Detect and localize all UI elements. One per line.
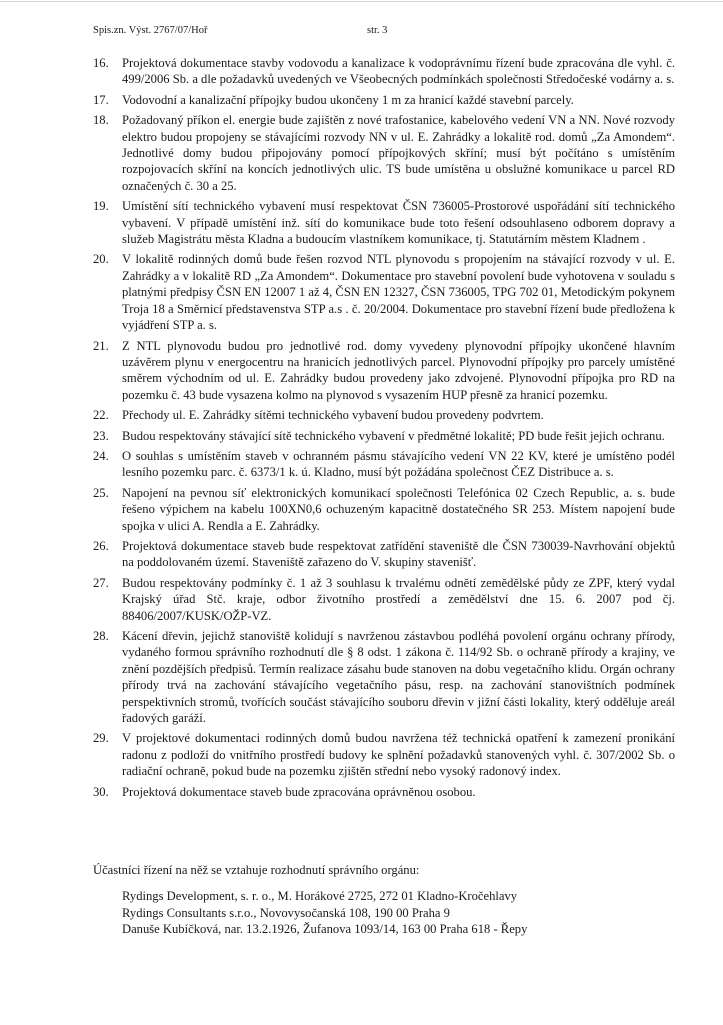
page-number: str. 3 [367,25,388,36]
condition-item [93,198,675,247]
item-number: 19. [93,199,109,214]
item-number: 18. [93,113,109,128]
item-number: 20. [93,252,109,267]
item-text: Projektová dokumentace stavby vodovodu a kanalizace k vodoprávnímu řízení bude zpracována dle vyhl. č. 499/2006 Sb. a dle požadavků uvedených ve Všeobecných podmínkách společnosti Středočeské vodárny a. s. [122,56,675,87]
item-number: 29. [93,731,109,746]
item-number: 27. [93,575,109,590]
condition-item [93,112,675,194]
item-number: 22. [93,408,109,423]
condition-item [93,628,675,726]
condition-item [93,730,675,779]
participant-line: Rydings Development, s. r. o., M. Horákové 2725, 272 01 Kladno-Kročehlavy [122,889,518,904]
condition-item [93,485,675,534]
condition-item [93,448,675,481]
condition-item [93,338,675,404]
condition-item [93,428,675,444]
item-text: Napojení na pevnou síť elektronických komunikací společnosti Telefónica 02 Czech Republic, a. s. bude řešeno výpichem na kabelu 100XN0,6 ochuzeným kapacitně dostatečného SR 253. Místem napojení bude spojka v ulici A. Rendla a E. Zahrádky. [122,485,675,533]
condition-item [93,55,675,88]
page-header [93,25,388,36]
condition-item [93,784,675,800]
item-text: Umístění sítí technického vybavení musí respektovat ČSN 736005-Prostorové uspořádání sítí technického vybavení. V případě umístění inž. sítí do komunikace bude toto řešení odsouhlaseno odborem dopravy a služeb Magistrátu města Kladna a budoucím vlastníkem komunikace, tj. Statutárním městem Kladnem . [122,199,675,247]
item-text: V projektové dokumentaci rodinných domů budou navržena též technická opatření k zamezení pronikání radonu z podloží do vnitřního prostředí budovy ke splnění požadavků stanovených vyhl. č. 307/2002 Sb. o radiační ochraně, pokud bude na pozemku zjištěn střední nebo vysoký radonový index. [122,731,675,779]
item-number: 21. [93,338,109,353]
condition-item [93,538,675,571]
condition-item [93,251,675,333]
item-number: 25. [93,485,109,500]
conditions-list [93,55,675,804]
item-number: 28. [93,629,109,643]
condition-item [93,92,675,108]
scan-edge-line [0,1,723,2]
item-text: Budou respektovány stávající sítě technického vybavení v předmětné lokalitě; PD bude řešit jejich ochranu. [122,428,665,443]
item-text: Budou respektovány podmínky č. 1 až 3 souhlasu k trvalému odnětí zemědělské půdy ze ZPF, který vydal Krajský úřad Stč. kraje, odbor životního prostředí a zemědělství dne 15. 6. 2007 pod čj. 88406/2007/KUSK/OŽP-VZ. [122,575,675,623]
item-text: Kácení dřevin, jejichž stanoviště kolidují s navrženou zástavbou podléhá povolení orgánu ochrany přírody, vydaného formou správního rozhodnutí dle § 8 odst. 1 zákona č. 114/92 Sb. o ochraně přírody a krajiny, ve znění pozdějších předpisů. Termín realizace zásahu bude stanoven na dobu vegetačního klidu. Orgán ochrany přírody trvá na zachování stávajícího vegetačního pásu, resp. na zachování stanovištních podmínek perspektivních stromů, tvořících součást stávajícího souboru dřevin v jižní části lokality, který odděluje areál řadových garáží. [122,629,675,726]
item-text: V lokalitě rodinných domů bude řešen rozvod NTL plynovodu s propojením na stávající rozvody v ul. E. Zahrádky a v lokalitě RD „Za Amondem“. Dokumentace pro stavební povolení bude vyhotovena v souladu s platnými předpisy ČSN EN 12007 1 až 4, ČSN EN 12327, ČSN 736005, TPG 702 01, Metodickým pokynem Troja 18 a Směrnicí představenstva STP a.s . č. 20/2004. Dokumentace pro stavební řízení bude předložena k vyjádření STP a. s. [122,252,675,333]
item-number: 24. [93,448,109,463]
item-number: 26. [93,538,109,553]
item-text: Projektová dokumentace staveb bude zpracována oprávněnou osobou. [122,784,476,799]
item-text: Projektová dokumentace staveb bude respektovat zatřídění staveniště dle ČSN 730039-Navrhování objektů na poddolovaném území. Staveniště zařazeno do V. skupiny stavenišť. [122,538,675,570]
participant-line: Danuše Kubíčková, nar. 13.2.1926, Žufanova 1093/14, 163 00 Praha 618 - Řepy [122,922,528,937]
item-text: Přechody ul. E. Zahrádky sítěmi technického vybavení budou provedeny podvrtem. [122,408,544,423]
item-text: Z NTL plynovodu budou pro jednotlivé rod. domy vyvedeny plynovodní přípojky ukončené hlavním uzávěrem plynu v energocentru na hranicích jednotlivých parcel. Plynovodní přípojky pro parcely umístěné směrem východním od ul. E. Zahrádky budou provedeny jako zdvojené. Plynovodní přípojka pro RD na pozemku č. 43 bude vysazena kolmo na plynovod s vysazením HUP přesně za hranicí pozemku. [122,338,675,402]
item-number: 23. [93,428,109,443]
item-number: 17. [93,92,109,107]
participants-heading: Účastníci řízení na něž se vztahuje rozhodnutí správního orgánu: [93,863,420,877]
condition-item [93,575,675,624]
item-text: O souhlas s umístěním staveb v ochranném pásmu stávajícího vedení VN 22 KV, které je umístěno podél lesního pozemku parc. č. 6373/1 k. ú. Kladno, musí být požádána společnost ČEZ Distribuce a. s. [122,448,675,480]
item-number: 16. [93,56,109,70]
item-number: 30. [93,784,109,799]
item-text: Požadovaný příkon el. energie bude zajištěn z nové trafostanice, kabelového vedení VN a NN. Nové rozvody elektro budou propojeny se stávajícími rozvody NN v ul. E. Zahrádky a lokalitě rod. domů „Za Amondem“. Jednotlivé domy budou připojovány pomocí přípojkových skříní; musí být počítáno s umístěním rozpojovacích skříní na koncích jednotlivých ulic. TS bude umístěna u obslužné komunikace u parcel RD označených č. 30 a 25. [122,113,675,193]
item-text: Vodovodní a kanalizační přípojky budou ukončeny 1 m za hranicí každé stavební parcely. [122,92,574,107]
file-reference: Spis.zn. Výst. 2767/07/Hoř [93,25,208,36]
condition-item [93,407,675,423]
participants-section [93,862,693,938]
participant-line: Rydings Consultants s.r.o., Novovysočanská 108, 190 00 Praha 9 [122,905,450,920]
